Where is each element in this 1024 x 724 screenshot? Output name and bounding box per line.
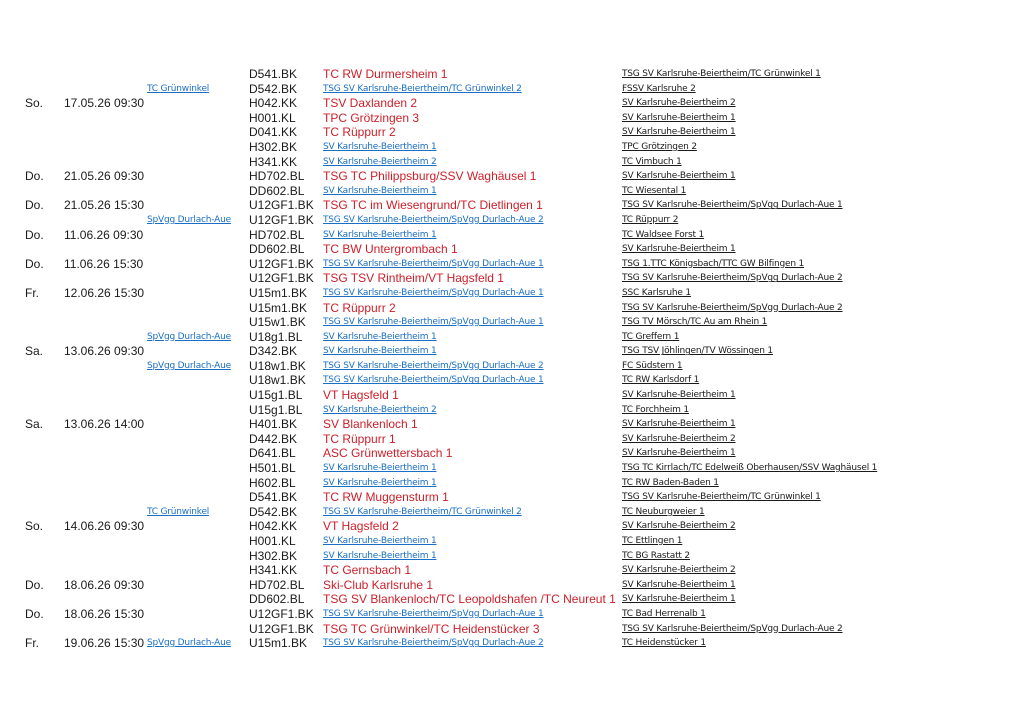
home-team-link[interactable]: SV Karlsruhe-Beiertheim 2 <box>323 156 437 167</box>
away-team-link[interactable]: SV Karlsruhe-Beiertheim 1 <box>622 127 736 138</box>
league-code: D342.BK <box>249 344 298 359</box>
away-team-link[interactable]: TSG SV Karlsruhe-Beiertheim/SpVgg Durlach-Aue 2 <box>622 623 843 634</box>
home-team-link[interactable]: TSG SV Karlsruhe-Beiertheim/SpVgg Durlach-Aue 1 <box>323 317 544 328</box>
league-code: H001.KL <box>249 110 296 125</box>
home-team: Ski-Club Karlsruhe 1 <box>323 577 434 592</box>
league-code: U12GF1.BK <box>249 271 314 286</box>
league-code: D442.BK <box>249 431 298 446</box>
league-code: U12GF1.BK <box>249 198 314 213</box>
league-code: U15m1.BK <box>249 300 308 315</box>
match-row <box>0 111 1024 126</box>
league-code: D541.BK <box>249 67 298 81</box>
weekday: Sa. <box>25 344 44 359</box>
home-team: TC Rüppurr 2 <box>323 300 396 315</box>
league-code: U12GF1.BK <box>249 621 314 636</box>
home-team-link[interactable]: TSG SV Karlsruhe-Beiertheim/SpVgg Durlach-Aue 1 <box>323 608 544 619</box>
match-date-time: 19.06.26 15:30 <box>64 636 145 651</box>
away-team-link[interactable]: SV Karlsruhe-Beiertheim 2 <box>622 98 736 109</box>
match-row <box>0 461 1024 476</box>
match-row <box>0 315 1024 330</box>
away-team-link[interactable]: TC Rüppurr 2 <box>622 214 679 225</box>
match-row <box>0 125 1024 140</box>
away-team-link[interactable]: FSSV Karlsruhe 2 <box>622 83 696 94</box>
home-team: TSG TC im Wiesengrund/TC Dietlingen 1 <box>323 198 543 213</box>
league-code: U12GF1.BK <box>249 256 314 271</box>
league-code: H001.KL <box>249 534 296 548</box>
match-row <box>0 549 1024 564</box>
away-team-link[interactable]: TPC Grötzingen 2 <box>622 141 697 152</box>
match-row <box>0 67 1024 82</box>
league-code: HD702.BL <box>249 577 305 592</box>
league-code: HD702.BL <box>249 227 305 242</box>
match-date-time: 12.06.26 15:30 <box>64 285 145 300</box>
match-row <box>0 184 1024 199</box>
match-date-time: 11.06.26 09:30 <box>64 227 144 242</box>
away-team-link[interactable]: TSG TV Mörsch/TC Au am Rhein 1 <box>622 317 768 328</box>
away-team-link[interactable]: TC Greffern 1 <box>622 331 680 342</box>
weekday: So. <box>25 519 44 534</box>
match-row <box>0 169 1024 184</box>
match-date-time: 21.05.26 15:30 <box>64 198 145 213</box>
home-team-link[interactable]: TSG SV Karlsruhe-Beiertheim/SpVgg Durlach-Aue 1 <box>323 287 544 298</box>
match-row <box>0 242 1024 257</box>
home-team-link[interactable]: TSG SV Karlsruhe-Beiertheim/SpVgg Durlach-Aue 2 <box>323 638 544 649</box>
home-team-link[interactable]: TSG SV Karlsruhe-Beiertheim/TC Grünwinkel 2 <box>323 506 522 517</box>
match-row <box>0 359 1024 374</box>
home-team-link[interactable]: SV Karlsruhe-Beiertheim 2 <box>323 404 437 415</box>
away-team-link[interactable]: SV Karlsruhe-Beiertheim 1 <box>622 171 736 182</box>
away-team-link[interactable]: TC Wiesental 1 <box>622 185 687 196</box>
match-row <box>0 198 1024 213</box>
match-row <box>0 271 1024 286</box>
match-row <box>0 592 1024 607</box>
match-row <box>0 344 1024 359</box>
home-team-link[interactable]: SV Karlsruhe-Beiertheim 1 <box>323 185 437 196</box>
away-team-link[interactable]: TSG SV Karlsruhe-Beiertheim/SpVgg Durlach-Aue 2 <box>622 302 843 313</box>
league-code: U15m1.BK <box>249 285 308 300</box>
partner-club-link[interactable]: TC Grünwinkel <box>147 506 210 517</box>
home-team-link[interactable]: SV Karlsruhe-Beiertheim 1 <box>323 550 437 561</box>
away-team-link[interactable]: SV Karlsruhe-Beiertheim 2 <box>622 433 736 444</box>
away-team-link[interactable]: TC Bad Herrenalb 1 <box>622 608 706 619</box>
home-team: TSG TC Grünwinkel/TC Heidenstücker 3 <box>323 621 540 636</box>
league-code: U15g1.BL <box>249 402 303 417</box>
home-team: TC Gernsbach 1 <box>323 563 412 578</box>
match-row <box>0 257 1024 272</box>
away-team-link[interactable]: SV Karlsruhe-Beiertheim 1 <box>622 419 736 430</box>
match-date-time: 17.05.26 09:30 <box>64 96 145 111</box>
away-team-link[interactable]: TC Vimbuch 1 <box>622 156 682 167</box>
away-team-link[interactable]: FC Südstern 1 <box>622 360 683 371</box>
league-code: D542.BK <box>249 504 298 519</box>
league-code: U15g1.BL <box>249 388 303 403</box>
league-code: U18w1.BK <box>249 373 306 388</box>
match-row <box>0 622 1024 637</box>
league-code: H302.BK <box>249 139 298 154</box>
home-team: VT Hagsfeld 2 <box>323 519 399 534</box>
away-team-link[interactable]: TC Ettlingen 1 <box>622 536 683 546</box>
weekday: Do. <box>25 256 44 271</box>
home-team-link[interactable]: SV Karlsruhe-Beiertheim 1 <box>323 477 437 488</box>
away-team-link[interactable]: SV Karlsruhe-Beiertheim 1 <box>622 390 736 401</box>
home-team: ASC Grünwettersbach 1 <box>323 446 453 461</box>
home-team: SV Blankenloch 1 <box>323 417 418 432</box>
away-team-link[interactable]: TSG SV Karlsruhe-Beiertheim/SpVgg Durlach-Aue 2 <box>622 273 843 284</box>
league-code: U12GF1.BK <box>249 212 314 227</box>
match-row <box>0 417 1024 432</box>
home-team: TSG SV Blankenloch/TC Leopoldshafen /TC Neureut 1 <box>323 592 616 607</box>
league-code: H042.KK <box>249 96 298 111</box>
league-code: H042.KK <box>249 519 298 534</box>
away-team-link[interactable]: TC RW Karlsdorf 1 <box>622 375 700 386</box>
away-team-link[interactable]: TSG 1.TTC Königsbach/TTC GW Bilfingen 1 <box>622 258 805 269</box>
match-date-time: 13.06.26 09:30 <box>64 344 145 359</box>
partner-club-link[interactable]: SpVgg Durlach-Aue <box>147 331 231 342</box>
league-code: U15m1.BK <box>249 636 308 651</box>
weekday: So. <box>25 96 44 111</box>
away-team-link[interactable]: SV Karlsruhe-Beiertheim 2 <box>622 521 736 532</box>
match-row <box>0 403 1024 418</box>
partner-club-link[interactable]: SpVgg Durlach-Aue <box>147 360 231 371</box>
league-code: DD602.BL <box>249 183 305 198</box>
match-row <box>0 155 1024 170</box>
league-code: DD602.BL <box>249 592 305 607</box>
weekday: Sa. <box>25 417 44 432</box>
league-code: DD602.BL <box>249 242 305 257</box>
match-row <box>0 432 1024 447</box>
match-row <box>0 82 1024 97</box>
match-row <box>0 330 1024 345</box>
weekday: Do. <box>25 198 44 213</box>
match-row <box>0 446 1024 461</box>
home-team-link[interactable]: TSG SV Karlsruhe-Beiertheim/SpVgg Durlach-Aue 2 <box>323 360 544 371</box>
match-row <box>0 213 1024 228</box>
away-team-link[interactable]: SV Karlsruhe-Beiertheim 1 <box>622 112 736 123</box>
away-team-link[interactable]: TC RW Baden-Baden 1 <box>622 477 719 488</box>
away-team-link[interactable]: TSG TC Kirrlach/TC Edelweiß Oberhausen/SSV Waghäusel 1 <box>622 463 878 474</box>
home-team: TC RW Durmersheim 1 <box>323 67 448 81</box>
league-code: HD702.BL <box>249 169 305 184</box>
match-date-time: 13.06.26 14:00 <box>64 417 145 432</box>
partner-club-link[interactable]: SpVgg Durlach-Aue <box>147 214 231 225</box>
away-team-link[interactable]: TC Neuburgweier 1 <box>622 506 705 517</box>
match-row <box>0 388 1024 403</box>
match-row <box>0 563 1024 578</box>
home-team: TC RW Muggensturm 1 <box>323 490 449 505</box>
league-code: U15w1.BK <box>249 315 306 330</box>
weekday: Do. <box>25 577 44 592</box>
away-team-link[interactable]: TSG TSV Jöhlingen/TV Wössingen 1 <box>622 346 773 357</box>
home-team-link[interactable]: TSG SV Karlsruhe-Beiertheim/SpVgg Durlach-Aue 1 <box>323 258 544 269</box>
match-row <box>0 286 1024 301</box>
match-row <box>0 476 1024 491</box>
home-team: TSV Daxlanden 2 <box>323 96 418 111</box>
away-team-link[interactable]: SV Karlsruhe-Beiertheim 1 <box>622 579 736 590</box>
league-code: D542.BK <box>249 81 298 96</box>
home-team: TC Rüppurr 1 <box>323 431 396 446</box>
home-team: VT Hagsfeld 1 <box>323 388 399 403</box>
home-team-link[interactable]: TSG SV Karlsruhe-Beiertheim/TC Grünwinkel 2 <box>323 83 522 94</box>
league-code: H602.BL <box>249 475 296 490</box>
home-team-link[interactable]: SV Karlsruhe-Beiertheim 1 <box>323 141 437 152</box>
home-team-link[interactable]: SV Karlsruhe-Beiertheim 1 <box>323 346 437 357</box>
partner-club-link[interactable]: SpVgg Durlach-Aue <box>147 638 231 649</box>
home-team-link[interactable]: SV Karlsruhe-Beiertheim 1 <box>323 331 437 342</box>
home-team: TSG TC Philippsburg/SSV Waghäusel 1 <box>323 169 537 184</box>
match-row <box>0 140 1024 155</box>
home-team: TSG TSV Rintheim/VT Hagsfeld 1 <box>323 271 504 286</box>
league-code: U12GF1.BK <box>249 606 314 621</box>
match-date-time: 21.05.26 09:30 <box>64 169 145 184</box>
league-code: U18g1.BL <box>249 329 303 344</box>
match-row <box>0 96 1024 111</box>
league-code: H401.BK <box>249 417 298 432</box>
match-row <box>0 490 1024 505</box>
match-date-time: 18.06.26 09:30 <box>64 577 145 592</box>
weekday: Fr. <box>25 636 39 651</box>
match-row <box>0 534 1024 549</box>
match-date-time: 18.06.26 15:30 <box>64 606 145 621</box>
league-code: D041.KK <box>249 125 298 140</box>
league-code: H341.KK <box>249 154 298 169</box>
match-date-time: 11.06.26 15:30 <box>64 256 144 271</box>
home-team-link[interactable]: TSG SV Karlsruhe-Beiertheim/SpVgg Durlach-Aue 1 <box>323 375 544 386</box>
weekday: Fr. <box>25 285 39 300</box>
weekday: Do. <box>25 169 44 184</box>
match-date-time: 14.06.26 09:30 <box>64 519 145 534</box>
away-team-link[interactable]: TC Forchheim 1 <box>622 404 689 415</box>
match-row <box>0 636 1024 651</box>
away-team-link[interactable]: TSG SV Karlsruhe-Beiertheim/TC Grünwinkel 1 <box>622 69 821 79</box>
away-team-link[interactable]: SV Karlsruhe-Beiertheim 2 <box>622 565 736 576</box>
home-team-link[interactable]: TSG SV Karlsruhe-Beiertheim/SpVgg Durlach-Aue 2 <box>323 214 544 225</box>
away-team-link[interactable]: TSG SV Karlsruhe-Beiertheim/SpVgg Durlach-Aue 1 <box>622 200 843 211</box>
weekday: Do. <box>25 606 44 621</box>
home-team-link[interactable]: SV Karlsruhe-Beiertheim 1 <box>323 229 437 240</box>
home-team: TC Rüppurr 2 <box>323 125 396 140</box>
match-row <box>0 228 1024 243</box>
away-team-link[interactable]: TSG SV Karlsruhe-Beiertheim/TC Grünwinkel 1 <box>622 492 821 503</box>
league-code: D641.BL <box>249 446 296 461</box>
league-code: H341.KK <box>249 563 298 578</box>
away-team-link[interactable]: SV Karlsruhe-Beiertheim 1 <box>622 448 736 459</box>
league-code: D541.BK <box>249 490 298 505</box>
league-code: H501.BL <box>249 461 296 476</box>
match-row <box>0 607 1024 622</box>
away-team-link[interactable]: TC Waldsee Forst 1 <box>622 229 705 240</box>
league-code: U18w1.BK <box>249 358 306 373</box>
schedule-table <box>0 67 1024 651</box>
away-team-link[interactable]: SV Karlsruhe-Beiertheim 1 <box>622 244 736 255</box>
home-team-link[interactable]: SV Karlsruhe-Beiertheim 1 <box>323 463 437 474</box>
match-row <box>0 505 1024 520</box>
away-team-link[interactable]: TC Heidenstücker 1 <box>622 638 706 649</box>
home-team: TC BW Untergrombach 1 <box>323 242 458 257</box>
home-team: TPC Grötzingen 3 <box>323 110 420 125</box>
away-team-link[interactable]: SSC Karlsruhe 1 <box>622 287 691 298</box>
partner-club-link[interactable]: TC Grünwinkel <box>147 83 210 94</box>
match-row <box>0 519 1024 534</box>
match-row <box>0 373 1024 388</box>
home-team-link[interactable]: SV Karlsruhe-Beiertheim 1 <box>323 536 437 546</box>
league-code: H302.BK <box>249 548 298 563</box>
match-row <box>0 301 1024 316</box>
away-team-link[interactable]: TC BG Rastatt 2 <box>622 550 690 561</box>
match-row <box>0 578 1024 593</box>
weekday: Do. <box>25 227 44 242</box>
away-team-link[interactable]: SV Karlsruhe-Beiertheim 1 <box>622 594 736 605</box>
